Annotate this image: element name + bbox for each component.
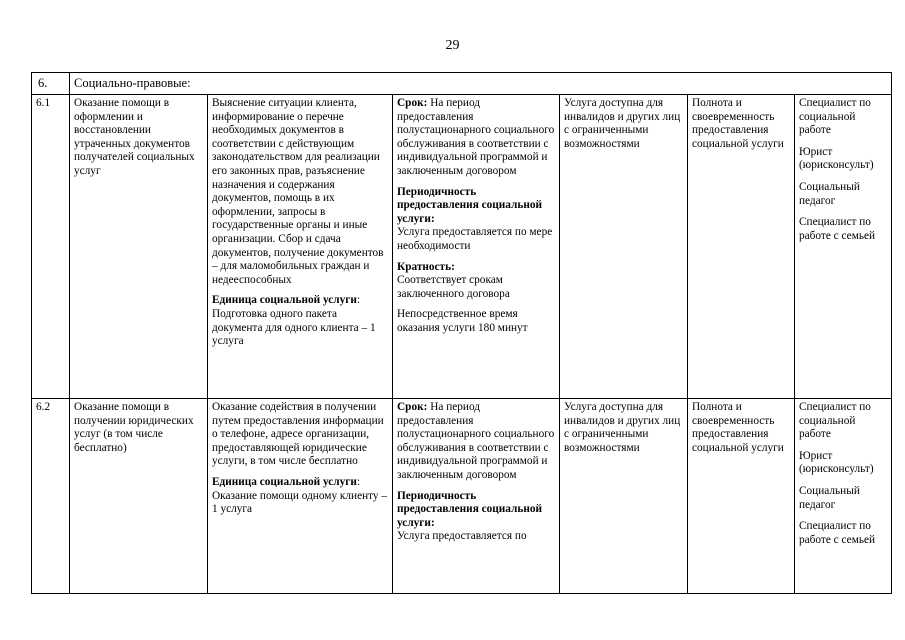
table-row bbox=[32, 95, 892, 399]
unit-label: Единица социальной услуги bbox=[212, 294, 357, 307]
unit-text: Подготовка одного пакета документа для одного клиента – 1 услуга bbox=[212, 307, 376, 348]
section-row bbox=[32, 73, 892, 95]
service-terms bbox=[393, 95, 560, 399]
specialist-item: Специалист по работе с семьей bbox=[799, 216, 876, 242]
unit-block: Единица социальной услуги: Подготовка одного пакета документа для одного клиента – 1 услуга bbox=[212, 294, 388, 348]
unit-label: Единица социальной услуги bbox=[212, 475, 357, 488]
evaluation: Полнота и своевременность предоставления социальной услуги bbox=[688, 399, 795, 594]
specialist-item: Юрист (юрисконсульт) bbox=[799, 449, 874, 476]
multiplicity-label: Кратность: bbox=[397, 260, 455, 273]
page-number: 29 bbox=[445, 38, 460, 53]
period-text: Услуга предоставляется по bbox=[397, 530, 527, 543]
specialists bbox=[795, 399, 892, 594]
evaluation: Полнота и своевременность предоставления социальной услуги bbox=[688, 95, 795, 399]
period-label: Периодичность предоставления социальной услуги: bbox=[397, 185, 543, 225]
term-label: Срок: bbox=[397, 97, 428, 109]
section-title: Социально-правовые: bbox=[70, 73, 892, 95]
specialist-item: Специалист по социальной работе bbox=[799, 401, 871, 441]
direct-time: Непосредственное время оказания услуги 180 минут bbox=[397, 308, 528, 334]
service-description: Оказание содействия в получении путем предоставления информации о телефоне, адресе организации, предоставляющей юридические услуги, в том числе бесплатно Единица социальной услуги: Оказание помощи одному клиенту – 1 услуга bbox=[208, 399, 393, 594]
service-description: Выяснение ситуации клиента, информирование о перечне необходимых документов в соответствии с действующим законодательством для реализации его законных прав, разъяснение назначения и содержания документов, помощь в их оформлении, запросы в государственные органы и иные организации. Сбор и сдача документов, получение документов – для маломобильных граждан и недееспособных Единица социальной услуги: Подготовка одного пакета документа для одного клиента – 1 услуга bbox=[208, 95, 393, 399]
period-label: Периодичность предоставления социальной услуги: bbox=[397, 489, 543, 529]
specialist-item: Специалист по социальной работе bbox=[799, 97, 871, 137]
term-text: На период предоставления полустационарного социального обслуживания в соответствии с индивидуальной программой и заключенным договором bbox=[397, 401, 555, 481]
availability: Услуга доступна для инвалидов и других лиц с ограниченными возможностями bbox=[560, 399, 688, 594]
specialist-item: Специалист по работе с семьей bbox=[799, 520, 876, 546]
specialist-item: Социальный педагог bbox=[799, 484, 860, 511]
specialist-item: Юрист (юрисконсульт) bbox=[799, 145, 874, 172]
specialists bbox=[795, 95, 892, 399]
unit-block: Единица социальной услуги: Оказание помощи одному клиенту – 1 услуга bbox=[212, 475, 388, 516]
multiplicity-text: Соответствует срокам заключенного договора bbox=[397, 274, 510, 300]
row-number: 6.2 bbox=[32, 399, 70, 594]
term-text: На период предоставления полустационарного социального обслуживания в соответствии с индивидуальной программой и заключенным договором bbox=[397, 97, 555, 177]
row-number: 6.1 bbox=[32, 95, 70, 399]
unit-text: Оказание помощи одному клиенту – 1 услуга bbox=[212, 489, 388, 516]
term-label: Срок: bbox=[397, 401, 428, 413]
specialist-item: Социальный педагог bbox=[799, 180, 860, 207]
table-row bbox=[32, 399, 892, 594]
service-name: Оказание помощи в получении юридических услуг (в том числе бесплатно) bbox=[70, 399, 208, 594]
section-number: 6. bbox=[32, 73, 70, 95]
period-text: Услуга предоставляется по мере необходимости bbox=[397, 226, 553, 252]
services-table bbox=[31, 72, 892, 594]
service-terms bbox=[393, 399, 560, 594]
availability: Услуга доступна для инвалидов и других лиц с ограниченными возможностями bbox=[560, 95, 688, 399]
service-name: Оказание помощи в оформлении и восстановлении утраченных документов получателей социальных услуг bbox=[70, 95, 208, 399]
